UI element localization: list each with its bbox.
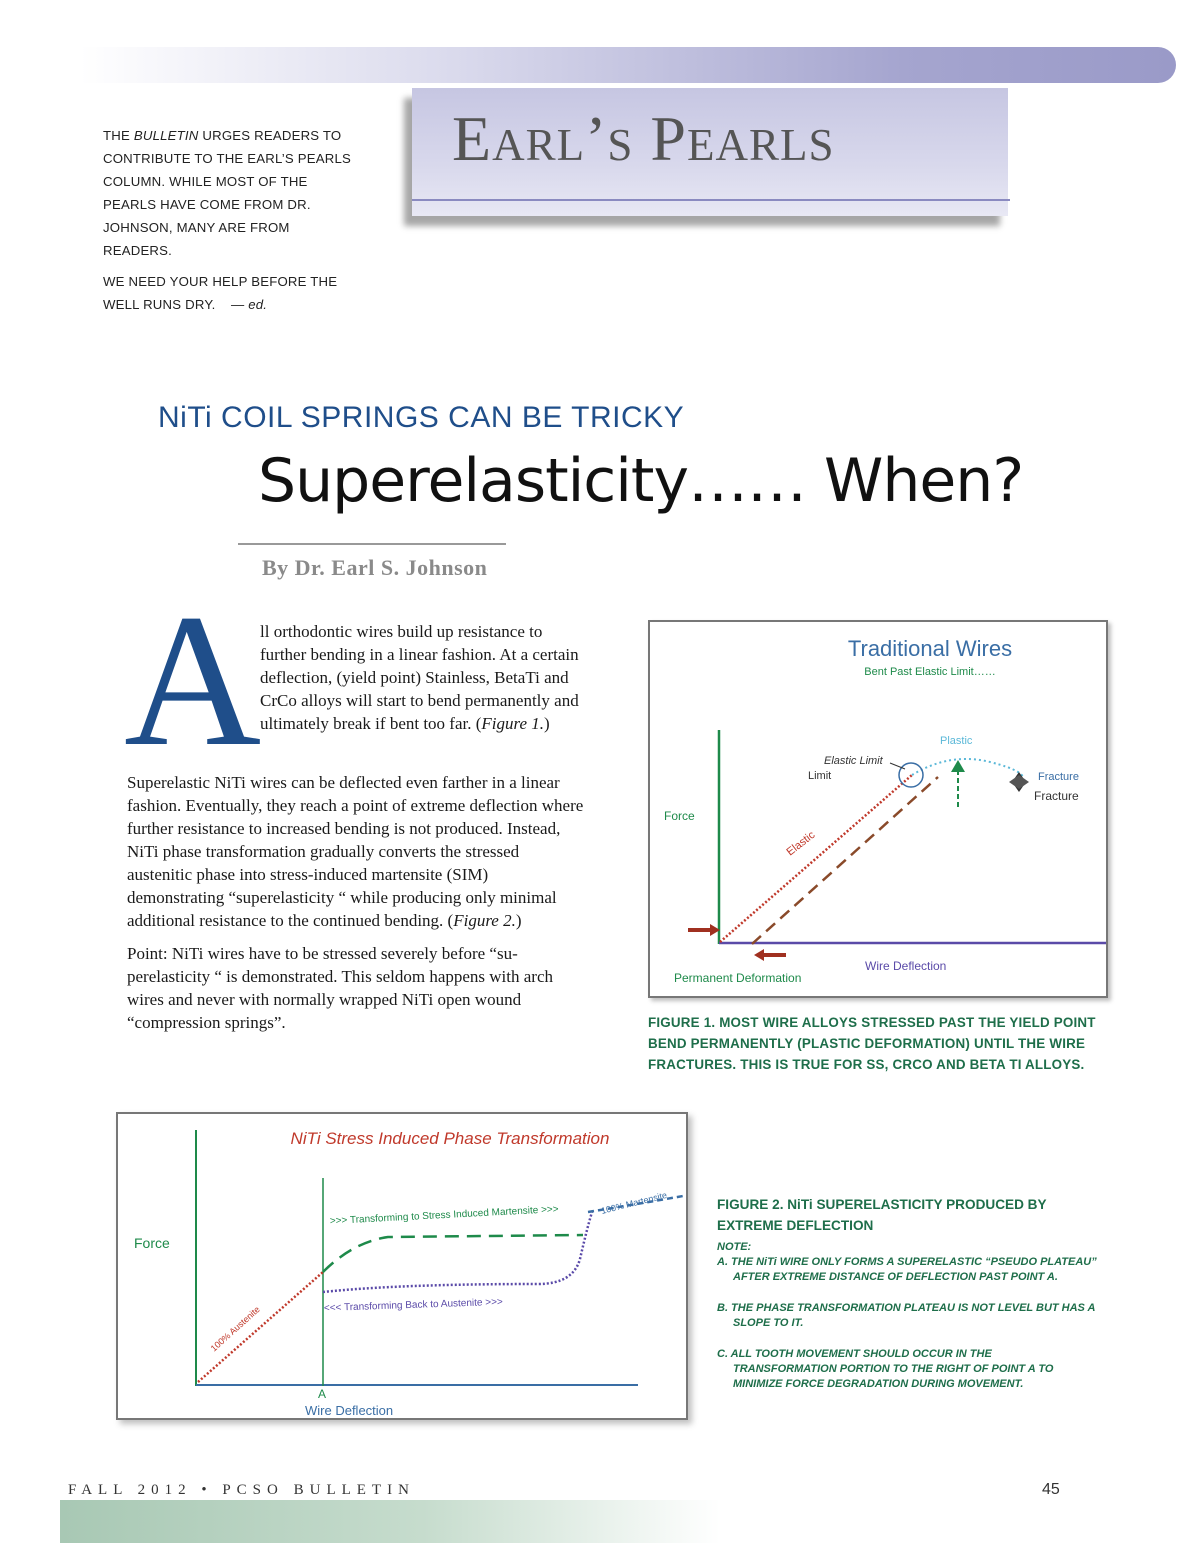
article-headline: Superelasticity…… When? [258, 446, 1024, 516]
figure2-y-label: Force [134, 1235, 170, 1251]
martensite-label: 100% Martensite [600, 1189, 669, 1216]
editor-note-appeal: WE NEED YOUR HELP BEFORE THE WELL RUNS DRY. [103, 274, 338, 312]
paragraph-2-end: ) [515, 911, 522, 930]
figure-2-graphic [118, 1114, 686, 1418]
austenite-label: 100% Austenite [208, 1304, 262, 1354]
figure2-title: NiTi Stress Induced Phase Transformation [290, 1129, 610, 1148]
drop-cap: A [124, 576, 262, 786]
banner-rule [412, 199, 1010, 201]
figure1-subtitle: Bent Past Elastic Limit…… [864, 666, 996, 678]
lead-paragraph [260, 620, 590, 745]
figure2-caption-title: FIGURE 2. NiTi SUPERELASTICITY PRODUCED BY EXTREME DEFLECTION [717, 1197, 1047, 1233]
page-number: 45 [1042, 1481, 1060, 1498]
fracture-label-top: Fracture [1038, 771, 1079, 783]
paragraph-2: Superelastic NiTi wires can be deflected even farther in a linear fashion. Eventually, they reach a point of extreme deflection where further resistance to increased bending is not produced. Instead, NiTi phase transformation gradually converts the stressed austenitic phase into stress-induced martensite (SIM) demonstrating “superelasticity “ while producing only minimal additional resistance to the continued bending. ( [127, 773, 584, 930]
plastic-arrowhead [951, 760, 965, 772]
bulletin-name: BULLETIN [133, 128, 199, 143]
figure-1 [648, 620, 1108, 998]
figure-1-graphic [650, 622, 1106, 996]
editor-note [103, 124, 353, 324]
footer-band [60, 1500, 720, 1543]
elastic-limit-label: Elastic Limit [824, 755, 883, 767]
lead-end: ) [544, 714, 550, 733]
column-title: Earl’s Pearls [452, 103, 835, 174]
paragraph-3: Point: NiTi wires have to be stressed severely before “superelasticity “ is demonstrated. This seldom happens with arch wires and never with normally wrapped NiTi open wound “compression springs”. [127, 944, 553, 1032]
unload-line [752, 777, 938, 944]
lead-text: ll orthodontic wires build up resistance to further bending in a linear fashion. At a certain deflection, (yield point) Stainless, BetaTi and CrCo alloys will start to bend permanently and ultimately break if bent too far. ( [260, 622, 579, 733]
elastic-label: Elastic [784, 828, 818, 859]
fracture-icon [1009, 772, 1029, 792]
figure2-note-b: B. THE PHASE TRANSFORMATION PLATEAU IS NOT LEVEL BUT HAS A SLOPE TO IT. [717, 1302, 1096, 1329]
deformation-arrowhead-right [754, 949, 764, 961]
figure1-x-label: Wire Deflection [865, 959, 947, 973]
forward-plateau [323, 1235, 583, 1272]
figure1-y-label: Force [664, 809, 695, 823]
figure1-title: Traditional Wires [847, 636, 1013, 661]
figure2-note-c: C. ALL TOOTH MOVEMENT SHOULD OCCUR IN THE TRANSFORMATION PORTION TO THE RIGHT OF POINT A TO MINIMIZE FORCE DEGRADATION DURING MOVEMENT. [717, 1348, 1054, 1390]
permanent-deformation-label: Permanent Deformation [674, 971, 802, 985]
byline-rule [238, 543, 506, 545]
editor-note-text: URGES READERS TO CONTRIBUTE TO THE EARL’S PEARLS COLUMN. WHILE MOST OF THE PEARLS HAVE COME FROM DR. JOHNSON, MANY ARE FROM READERS. [103, 128, 352, 258]
figure-2 [116, 1112, 688, 1420]
figure1-reference: Figure 1. [481, 714, 545, 733]
header-band [80, 47, 1176, 83]
figure2-reference: Figure 2. [453, 911, 516, 930]
limit-label: Limit [808, 770, 832, 782]
footer-issue: FALL 2012 • PCSO BULLETIN [68, 1482, 415, 1498]
plastic-curve [912, 759, 1023, 782]
reverse-transform-label: <<< Transforming Back to Austenite >>> [323, 1296, 503, 1314]
figure2-note-label: NOTE: [717, 1241, 752, 1253]
forward-transform-label: >>> Transforming to Stress Induced Martensite >>> [329, 1204, 559, 1227]
elastic-line [720, 775, 912, 942]
figure2-caption [717, 1194, 1097, 1408]
figure1-caption: FIGURE 1. MOST WIRE ALLOYS STRESSED PAST THE YIELD POINT BEND PERMANENTLY (PLASTIC DEFORMATION) UNTIL THE WIRE FRACTURES. THIS IS TRUE FOR SS, CRCO AND BETA TI ALLOYS. [648, 1015, 1096, 1072]
figure2-note-a: A. THE NiTi WIRE ONLY FORMS A SUPERELASTIC “PSEUDO PLATEAU” AFTER EXTREME DISTANCE OF DEFLECTION PAST POINT A. [717, 1256, 1097, 1283]
editor-note-prefix: THE [103, 128, 130, 143]
fracture-label: Fracture [1034, 789, 1079, 803]
editor-signoff: — ed. [230, 297, 268, 312]
article-kicker: NiTi COIL SPRINGS CAN BE TRICKY [158, 401, 685, 434]
article-byline: By Dr. Earl S. Johnson [262, 555, 488, 580]
article-body [127, 771, 587, 1044]
plastic-label: Plastic [940, 735, 973, 747]
austenite-line [198, 1272, 323, 1382]
point-a-label: A [318, 1387, 327, 1401]
figure2-x-label: Wire Deflection [305, 1403, 394, 1418]
